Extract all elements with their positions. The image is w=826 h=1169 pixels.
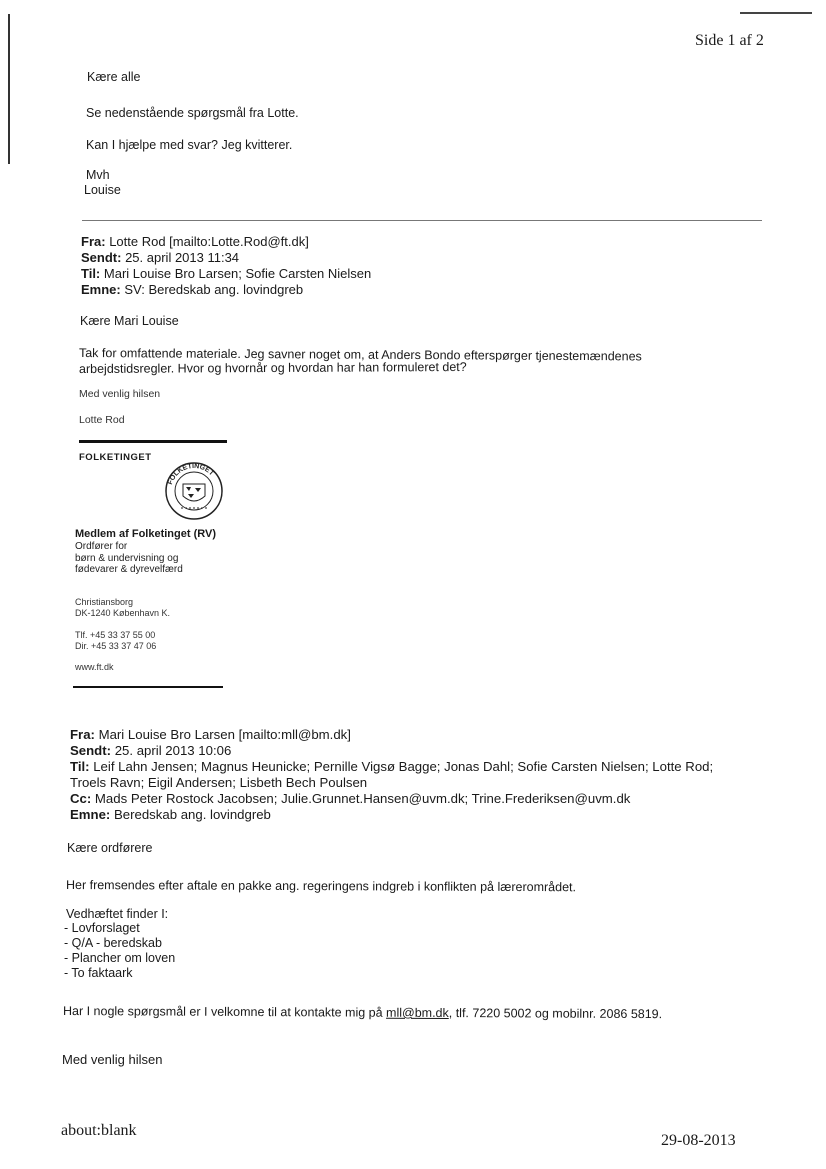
from-label: Fra: xyxy=(81,234,106,249)
signature-rule-bottom xyxy=(73,686,223,688)
attachment-list xyxy=(64,921,175,981)
email1-to: Mari Louise Bro Larsen; Sofie Carsten Nielsen xyxy=(103,266,372,281)
email1-body-line1: Tak for omfattende materiale. Jeg savner noget om, at Anders Bondo efterspørger tjenestemændenes xyxy=(78,346,642,364)
email1-closing: Med venlig hilsen xyxy=(79,388,161,400)
signature-role3: fødevarer & dyrevelfærd xyxy=(75,564,183,575)
signature-role2: børn & undervisning og xyxy=(75,552,179,564)
contact-email-link[interactable]: mll@bm.dk xyxy=(386,1005,449,1021)
signature-role xyxy=(75,541,183,576)
signature-addr2: DK-1240 København K. xyxy=(75,608,171,618)
subject-label: Emne: xyxy=(70,807,111,822)
subject-label: Emne: xyxy=(81,282,121,297)
email2-header xyxy=(70,727,713,823)
scan-edge-mark xyxy=(8,14,10,164)
signature-role1: Ordfører for xyxy=(75,541,128,552)
from-label: Fra: xyxy=(70,727,95,742)
email2-from: Mari Louise Bro Larsen [mailto:mll@bm.dk] xyxy=(98,727,351,742)
sent-label: Sendt: xyxy=(70,743,112,758)
list-item: - Plancher om loven xyxy=(64,951,176,965)
email1-name: Lotte Rod xyxy=(79,414,125,426)
signature-org: FOLKETINGET xyxy=(79,452,152,463)
signature-tlf: Tlf. +45 33 37 55 00 xyxy=(75,630,156,640)
signature-address xyxy=(75,597,170,619)
top-greeting: Kære alle xyxy=(87,70,141,84)
folketinget-seal xyxy=(161,460,227,522)
email2-cc: Mads Peter Rostock Jacobsen; Julie.Grunnet.Hansen@uvm.dk; Trine.Frederiksen@uvm.dk xyxy=(94,791,631,806)
signature-dir: Dir. +45 33 37 47 06 xyxy=(75,641,157,651)
signature-title: Medlem af Folketinget (RV) xyxy=(75,528,216,540)
list-item: - Q/A - beredskab xyxy=(64,936,162,950)
email2-sent: 25. april 2013 10:06 xyxy=(114,743,232,758)
top-line2: Kan I hjælpe med svar? Jeg kvitterer. xyxy=(86,138,293,152)
email2-closing: Med venlig hilsen xyxy=(62,1052,163,1067)
contact-text-pre: Har I nogle spørgsmål er I velkomne til at kontakte mig på xyxy=(62,1004,383,1020)
scan-top-mark xyxy=(740,12,812,14)
email1-subject: SV: Beredskab ang. lovindgreb xyxy=(124,282,304,297)
signature-rule-top xyxy=(79,440,227,443)
email1-body-line2: arbejdstidsregler. Hvor og hvornår og hvordan har han formuleret det? xyxy=(78,359,467,376)
top-line1: Se nedenstående spørgsmål fra Lotte. xyxy=(86,106,299,120)
email1-from: Lotte Rod [mailto:Lotte.Rod@ft.dk] xyxy=(109,234,309,249)
email1-greeting: Kære Mari Louise xyxy=(80,314,179,328)
footer-date: 29-08-2013 xyxy=(661,1132,736,1149)
email1-sent: 25. april 2013 11:34 xyxy=(125,250,240,265)
top-name: Louise xyxy=(84,183,121,197)
seal-text: FOLKETINGET xyxy=(167,462,215,486)
email2-to-line2: Troels Ravn; Eigil Andersen; Lisbeth Bech Poulsen xyxy=(70,775,368,790)
top-signoff: Mvh xyxy=(86,168,110,182)
email2-attach-intro: Vedhæftet finder I: xyxy=(66,907,169,921)
signature-phone xyxy=(75,630,156,652)
contact-text-post: , tlf. 7220 5002 og mobilnr. 2086 5819. xyxy=(448,1006,663,1022)
email2-to-line1: Leif Lahn Jensen; Magnus Heunicke; Pernille Vigsø Bagge; Jonas Dahl; Sofie Carsten Nielsen; Lotte Rod; xyxy=(93,759,714,774)
cc-label: Cc: xyxy=(70,791,92,806)
email2-subject: Beredskab ang. lovindgreb xyxy=(113,807,271,822)
footer-url: about:blank xyxy=(61,1122,137,1139)
divider xyxy=(82,220,762,221)
signature-addr1: Christiansborg xyxy=(75,597,134,607)
list-item: - To faktaark xyxy=(64,966,133,980)
email2-contact xyxy=(63,1004,662,1021)
email2-greeting: Kære ordførere xyxy=(67,841,153,855)
page-number: Side 1 af 2 xyxy=(695,32,764,49)
email1-header xyxy=(81,234,371,298)
signature-web: www.ft.dk xyxy=(75,662,114,672)
sent-label: Sendt: xyxy=(81,250,122,265)
to-label: Til: xyxy=(70,759,90,774)
to-label: Til: xyxy=(81,266,101,281)
email2-body1: Her fremsendes efter aftale en pakke ang. regeringens indgreb i konflikten på lærerområdet. xyxy=(65,878,577,895)
list-item: - Lovforslaget xyxy=(64,921,140,935)
